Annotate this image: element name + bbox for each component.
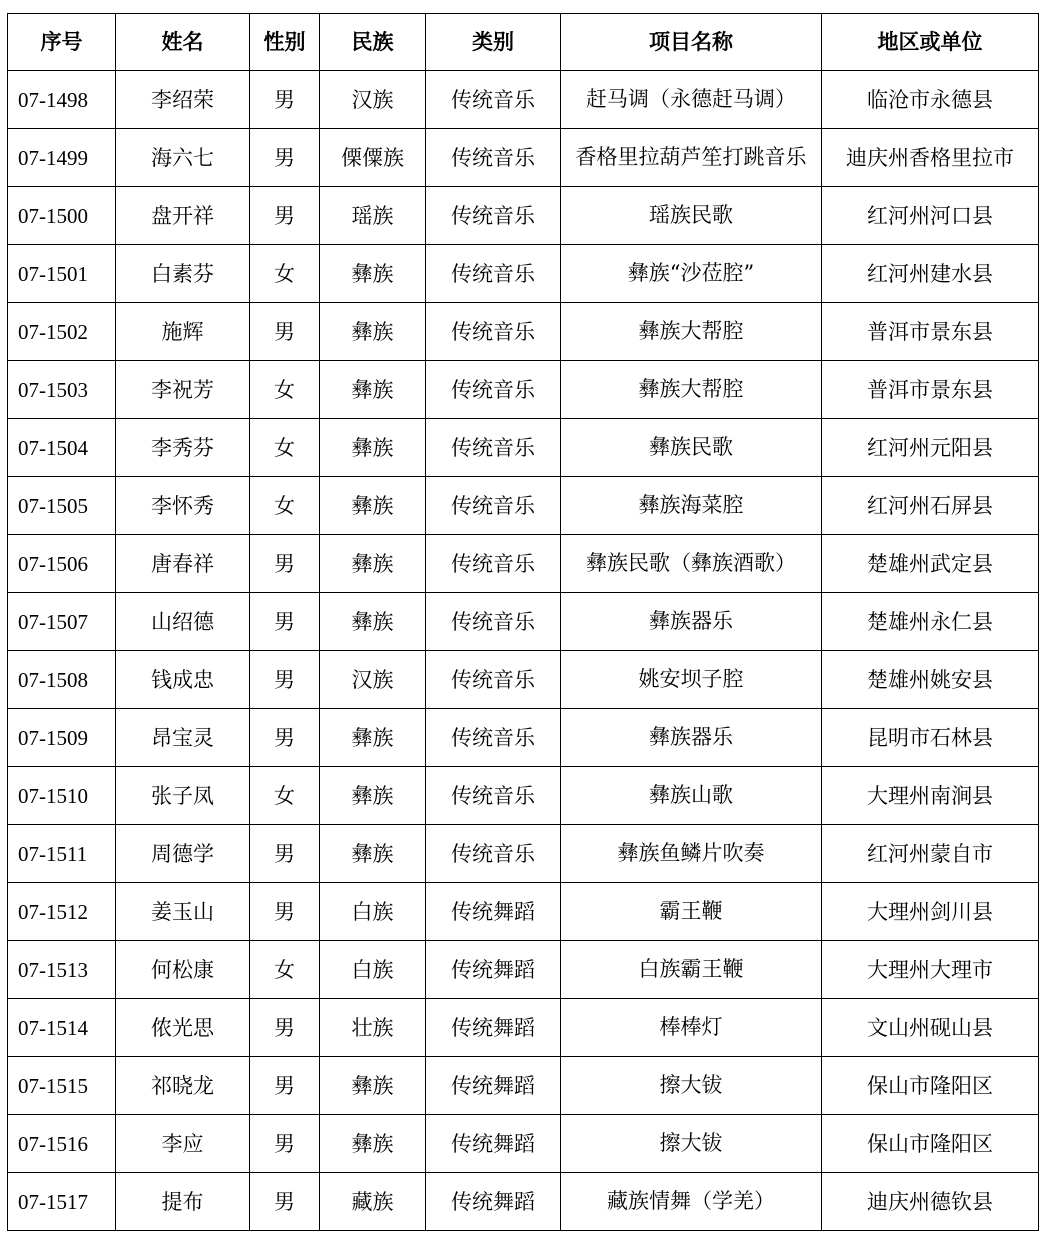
region-cell: 楚雄州姚安县 xyxy=(822,651,1039,709)
category-cell: 传统舞蹈 xyxy=(426,941,561,999)
region-cell: 大理州大理市 xyxy=(822,941,1039,999)
region-cell: 红河州蒙自市 xyxy=(822,825,1039,883)
header-row xyxy=(8,14,1039,71)
region-cell: 红河州元阳县 xyxy=(822,419,1039,477)
table-header xyxy=(8,14,1039,71)
serial-number-cell: 07-1500 xyxy=(8,187,116,245)
ethnicity-cell: 彝族 xyxy=(320,477,426,535)
ethnicity-cell: 彝族 xyxy=(320,1115,426,1173)
category-cell: 传统音乐 xyxy=(426,361,561,419)
table-row xyxy=(8,651,1039,709)
name-cell: 张子凤 xyxy=(116,767,250,825)
project-name-cell: 白族霸王鞭 xyxy=(561,941,822,999)
table-row xyxy=(8,1173,1039,1231)
category-cell: 传统音乐 xyxy=(426,593,561,651)
category-cell: 传统舞蹈 xyxy=(426,883,561,941)
serial-number-cell: 07-1509 xyxy=(8,709,116,767)
table-row xyxy=(8,477,1039,535)
project-name-cell: 彝族民歌（彝族酒歌） xyxy=(561,535,822,593)
serial-number-cell: 07-1503 xyxy=(8,361,116,419)
table-row xyxy=(8,303,1039,361)
ethnicity-cell: 白族 xyxy=(320,883,426,941)
region-cell: 保山市隆阳区 xyxy=(822,1057,1039,1115)
region-cell: 大理州剑川县 xyxy=(822,883,1039,941)
project-name-cell: 彝族鱼鳞片吹奏 xyxy=(561,825,822,883)
ethnicity-cell: 彝族 xyxy=(320,419,426,477)
category-cell: 传统音乐 xyxy=(426,303,561,361)
ethnicity-cell: 彝族 xyxy=(320,535,426,593)
region-cell: 红河州石屏县 xyxy=(822,477,1039,535)
table-row xyxy=(8,71,1039,129)
region-cell: 红河州建水县 xyxy=(822,245,1039,303)
name-cell: 姜玉山 xyxy=(116,883,250,941)
category-cell: 传统音乐 xyxy=(426,477,561,535)
ethnicity-cell: 藏族 xyxy=(320,1173,426,1231)
table-row xyxy=(8,941,1039,999)
category-cell: 传统舞蹈 xyxy=(426,999,561,1057)
name-cell: 李秀芬 xyxy=(116,419,250,477)
gender-cell: 男 xyxy=(250,883,320,941)
category-cell: 传统音乐 xyxy=(426,245,561,303)
project-name-cell: 擦大钹 xyxy=(561,1115,822,1173)
project-name-cell: 霸王鞭 xyxy=(561,883,822,941)
ethnicity-cell: 彝族 xyxy=(320,593,426,651)
project-name-cell: 赶马调（永德赶马调） xyxy=(561,71,822,129)
name-cell: 山绍德 xyxy=(116,593,250,651)
region-cell: 迪庆州德钦县 xyxy=(822,1173,1039,1231)
ethnicity-cell: 汉族 xyxy=(320,71,426,129)
name-cell: 钱成忠 xyxy=(116,651,250,709)
name-cell: 施辉 xyxy=(116,303,250,361)
gender-cell: 男 xyxy=(250,1057,320,1115)
table-row xyxy=(8,825,1039,883)
category-cell: 传统舞蹈 xyxy=(426,1173,561,1231)
table-row xyxy=(8,883,1039,941)
name-cell: 侬光思 xyxy=(116,999,250,1057)
name-cell: 李祝芳 xyxy=(116,361,250,419)
region-cell: 大理州南涧县 xyxy=(822,767,1039,825)
serial-number-cell: 07-1506 xyxy=(8,535,116,593)
category-cell: 传统音乐 xyxy=(426,825,561,883)
table-row xyxy=(8,129,1039,187)
category-cell: 传统舞蹈 xyxy=(426,1057,561,1115)
project-name-cell: 彝族器乐 xyxy=(561,709,822,767)
gender-cell: 男 xyxy=(250,1173,320,1231)
category-cell: 传统音乐 xyxy=(426,129,561,187)
ethnicity-cell: 彝族 xyxy=(320,825,426,883)
name-cell: 盘开祥 xyxy=(116,187,250,245)
table-row xyxy=(8,361,1039,419)
table-row xyxy=(8,187,1039,245)
gender-cell: 女 xyxy=(250,245,320,303)
name-cell: 昂宝灵 xyxy=(116,709,250,767)
header-serial-number: 序号 xyxy=(8,14,116,71)
serial-number-cell: 07-1515 xyxy=(8,1057,116,1115)
region-cell: 昆明市石林县 xyxy=(822,709,1039,767)
ethnicity-cell: 彝族 xyxy=(320,767,426,825)
header-gender: 性别 xyxy=(250,14,320,71)
ethnicity-cell: 汉族 xyxy=(320,651,426,709)
serial-number-cell: 07-1501 xyxy=(8,245,116,303)
table-row xyxy=(8,709,1039,767)
table-row xyxy=(8,593,1039,651)
name-cell: 周德学 xyxy=(116,825,250,883)
serial-number-cell: 07-1507 xyxy=(8,593,116,651)
name-cell: 李怀秀 xyxy=(116,477,250,535)
category-cell: 传统音乐 xyxy=(426,535,561,593)
table-row xyxy=(8,535,1039,593)
header-name: 姓名 xyxy=(116,14,250,71)
table-body xyxy=(8,71,1039,1231)
region-cell: 楚雄州武定县 xyxy=(822,535,1039,593)
ethnicity-cell: 白族 xyxy=(320,941,426,999)
name-cell: 李绍荣 xyxy=(116,71,250,129)
ethnicity-cell: 彝族 xyxy=(320,709,426,767)
region-cell: 文山州砚山县 xyxy=(822,999,1039,1057)
ethnicity-cell: 彝族 xyxy=(320,361,426,419)
serial-number-cell: 07-1505 xyxy=(8,477,116,535)
table-row xyxy=(8,1057,1039,1115)
project-name-cell: 彝族海菜腔 xyxy=(561,477,822,535)
serial-number-cell: 07-1512 xyxy=(8,883,116,941)
project-name-cell: 藏族情舞（学羌） xyxy=(561,1173,822,1231)
header-category: 类别 xyxy=(426,14,561,71)
project-name-cell: 彝族“沙莅腔” xyxy=(561,245,822,303)
ethnicity-cell: 瑶族 xyxy=(320,187,426,245)
serial-number-cell: 07-1516 xyxy=(8,1115,116,1173)
region-cell: 普洱市景东县 xyxy=(822,303,1039,361)
gender-cell: 女 xyxy=(250,767,320,825)
ethnicity-cell: 彝族 xyxy=(320,1057,426,1115)
gender-cell: 男 xyxy=(250,187,320,245)
name-cell: 何松康 xyxy=(116,941,250,999)
inheritor-table xyxy=(7,13,1039,1231)
category-cell: 传统舞蹈 xyxy=(426,1115,561,1173)
project-name-cell: 彝族器乐 xyxy=(561,593,822,651)
gender-cell: 男 xyxy=(250,129,320,187)
project-name-cell: 棒棒灯 xyxy=(561,999,822,1057)
gender-cell: 男 xyxy=(250,303,320,361)
project-name-cell: 彝族民歌 xyxy=(561,419,822,477)
serial-number-cell: 07-1510 xyxy=(8,767,116,825)
table-row xyxy=(8,767,1039,825)
project-name-cell: 瑶族民歌 xyxy=(561,187,822,245)
inheritor-table-container xyxy=(7,13,1039,1231)
serial-number-cell: 07-1511 xyxy=(8,825,116,883)
gender-cell: 女 xyxy=(250,419,320,477)
ethnicity-cell: 壮族 xyxy=(320,999,426,1057)
ethnicity-cell: 彝族 xyxy=(320,303,426,361)
serial-number-cell: 07-1508 xyxy=(8,651,116,709)
table-row xyxy=(8,245,1039,303)
serial-number-cell: 07-1504 xyxy=(8,419,116,477)
category-cell: 传统音乐 xyxy=(426,71,561,129)
region-cell: 迪庆州香格里拉市 xyxy=(822,129,1039,187)
name-cell: 白素芬 xyxy=(116,245,250,303)
category-cell: 传统音乐 xyxy=(426,187,561,245)
gender-cell: 男 xyxy=(250,709,320,767)
project-name-cell: 彝族山歌 xyxy=(561,767,822,825)
gender-cell: 男 xyxy=(250,593,320,651)
category-cell: 传统音乐 xyxy=(426,651,561,709)
gender-cell: 男 xyxy=(250,651,320,709)
serial-number-cell: 07-1517 xyxy=(8,1173,116,1231)
gender-cell: 女 xyxy=(250,941,320,999)
project-name-cell: 擦大钹 xyxy=(561,1057,822,1115)
region-cell: 楚雄州永仁县 xyxy=(822,593,1039,651)
region-cell: 普洱市景东县 xyxy=(822,361,1039,419)
table-row xyxy=(8,419,1039,477)
serial-number-cell: 07-1498 xyxy=(8,71,116,129)
name-cell: 李应 xyxy=(116,1115,250,1173)
gender-cell: 男 xyxy=(250,71,320,129)
category-cell: 传统音乐 xyxy=(426,767,561,825)
category-cell: 传统音乐 xyxy=(426,709,561,767)
gender-cell: 女 xyxy=(250,477,320,535)
gender-cell: 女 xyxy=(250,361,320,419)
gender-cell: 男 xyxy=(250,825,320,883)
gender-cell: 男 xyxy=(250,535,320,593)
serial-number-cell: 07-1514 xyxy=(8,999,116,1057)
serial-number-cell: 07-1513 xyxy=(8,941,116,999)
table-row xyxy=(8,1115,1039,1173)
gender-cell: 男 xyxy=(250,1115,320,1173)
name-cell: 唐春祥 xyxy=(116,535,250,593)
region-cell: 红河州河口县 xyxy=(822,187,1039,245)
header-region: 地区或单位 xyxy=(822,14,1039,71)
name-cell: 海六七 xyxy=(116,129,250,187)
gender-cell: 男 xyxy=(250,999,320,1057)
header-project-name: 项目名称 xyxy=(561,14,822,71)
project-name-cell: 香格里拉葫芦笙打跳音乐 xyxy=(561,129,822,187)
serial-number-cell: 07-1499 xyxy=(8,129,116,187)
category-cell: 传统音乐 xyxy=(426,419,561,477)
header-ethnicity: 民族 xyxy=(320,14,426,71)
serial-number-cell: 07-1502 xyxy=(8,303,116,361)
ethnicity-cell: 傈僳族 xyxy=(320,129,426,187)
project-name-cell: 彝族大帮腔 xyxy=(561,303,822,361)
project-name-cell: 姚安坝子腔 xyxy=(561,651,822,709)
table-row xyxy=(8,999,1039,1057)
region-cell: 保山市隆阳区 xyxy=(822,1115,1039,1173)
project-name-cell: 彝族大帮腔 xyxy=(561,361,822,419)
region-cell: 临沧市永德县 xyxy=(822,71,1039,129)
name-cell: 提布 xyxy=(116,1173,250,1231)
ethnicity-cell: 彝族 xyxy=(320,245,426,303)
name-cell: 祁晓龙 xyxy=(116,1057,250,1115)
